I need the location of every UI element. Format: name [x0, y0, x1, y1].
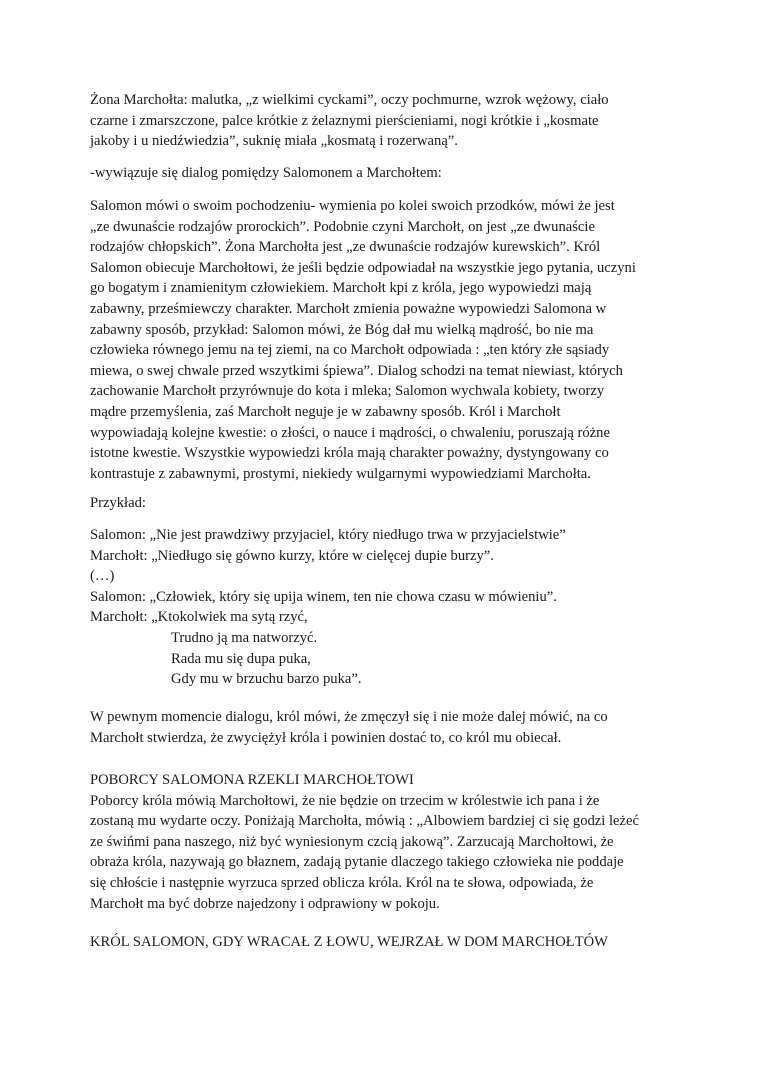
dialogue-example — [90, 525, 680, 690]
dialogue-line: (…) — [90, 568, 115, 585]
text-line: Salomon obiecuje Marchołtowi, że jeśli będzie odpowiadał na wszystkie jego pytania, uczyni — [90, 259, 636, 276]
text-line: się chłoście i następnie wyrzuca sprzed oblicza króla. Król na te słowa, odpowiada, że — [90, 874, 594, 891]
text-line: Marchołt stwierdza, że zwyciężył króla i powinien dostać to, co król mu obiecał. — [90, 729, 562, 746]
dialogue-line: Salomon: „Nie jest prawdziwy przyjaciel, który niedługo trwa w przyjacielstwie” — [90, 527, 566, 543]
text-line: czarne i zmarszczone, palce krótkie z żelaznymi pierścieniami, nogi krótkie i „kosmate — [90, 112, 599, 129]
paragraph-wife-description — [90, 90, 680, 152]
text-line: wypowiadają kolejne kwestie: o złości, o nauce i mądrości, o chwaleniu, poruszają różne — [90, 424, 610, 441]
text-line: człowieka równego jemu na tej ziemi, na co Marchołt odpowiada : „ten który złe sąsiady — [90, 342, 610, 359]
text-line: „ze dwunaście rodzajów prorockich”. Podobnie czyni Marchołt, on jest „ze dwunaście — [90, 218, 595, 235]
text-line: Przykład: — [90, 495, 146, 511]
text-line: kontrastuje z zabawnymi, prostymi, niekiedy wulgarnymi wypowiedziami Marchołta. — [90, 465, 591, 482]
text-line: -wywiązuje się dialog pomiędzy Salomonem a Marchołtem: — [90, 165, 442, 181]
text-line: Marchołt ma być dobrze najedzony i odprawiony w pokoju. — [90, 895, 440, 912]
text-line: Żona Marchołta: malutka, „z wielkimi cyckami”, oczy pochmurne, wzrok wężowy, ciało — [90, 92, 609, 108]
dialogue-line: Marchołt: „Ktokolwiek ma sytą rzyć, — [90, 609, 308, 626]
text-line: Salomon mówi o swoim pochodzeniu- wymienia po kolei swoich przodków, mówi że jest — [90, 198, 615, 214]
section-heading: POBORCY SALOMONA RZEKLI MARCHOŁTOWI — [90, 772, 414, 788]
paragraph-dialogue-summary — [90, 196, 680, 484]
text-line: zachowanie Marchołt przyrównuje do kota i mleka; Salomon wychwala kobiety, tworzy — [90, 383, 605, 400]
dialogue-line: Salomon: „Człowiek, który się upija winem, ten nie chowa czasu w mówieniu”. — [90, 588, 557, 605]
paragraph-example-label — [90, 493, 680, 514]
section-king-returning — [90, 932, 680, 953]
text-line: W pewnym momencie dialogu, król mówi, że zmęczył się i nie może dalej mówić, na co — [90, 709, 608, 725]
verse-line: Trudno ją ma natworzyć. — [171, 629, 318, 646]
text-line: istotne kwestie. Wszystkie wypowiedzi króla mają charakter poważny, dystyngowany co — [90, 445, 609, 462]
section-tax-collectors — [90, 770, 680, 914]
paragraph-king-tired — [90, 707, 680, 748]
text-line: obraża króla, nazywają go błaznem, zadają pytanie dlaczego takiego człowieka nie poddaje — [90, 854, 624, 871]
paragraph-dialogue-intro — [90, 163, 680, 184]
text-line: zabawny sposób, przykład: Salomon mówi, że Bóg dał mu wielką mądrość, bo nie ma — [90, 321, 594, 338]
text-line: ze świńmi pana naszego, niż być wyniesionym czcią jakową”. Zarzucają Marchołtowi, że — [90, 833, 614, 850]
dialogue-line: Marchołt: „Niedługo się gówno kurzy, które w cielęcej dupie burzy”. — [90, 547, 494, 564]
verse-line: Gdy mu w brzuchu barzo puka”. — [171, 671, 362, 688]
text-line: go bogatym i znamienitym człowiekiem. Marchołt kpi z króla, jego wypowiedzi mają — [90, 280, 592, 297]
text-line: rodzajów chłopskich”. Żona Marchołta jest „ze dwunaście rodzajów kurewskich”. Król — [90, 239, 601, 256]
text-line: jakoby i u niedźwiedzia”, suknię miała „kosmatą i rozerwaną”. — [90, 133, 458, 150]
text-line: miewa, o swej chwale przed wszytkimi śpiewa”. Dialog schodzi na temat niewiast, których — [90, 362, 623, 379]
text-line: mądre przemyślenia, zaś Marchołt neguje je w zabawny sposób. Król i Marchołt — [90, 403, 561, 420]
section-heading: KRÓL SALOMON, GDY WRACAŁ Z ŁOWU, WEJRZAŁ W DOM MARCHOŁTÓW — [90, 934, 608, 950]
verse-line: Rada mu się dupa puka, — [171, 650, 311, 667]
text-line: Poborcy króla mówią Marchołtowi, że nie będzie on trzecim w królestwie ich pana i że — [90, 792, 600, 809]
text-line: zabawny, prześmiewczy charakter. Marchołt zmienia poważne wypowiedzi Salomona w — [90, 300, 607, 317]
text-line: zostaną mu wydarte oczy. Poniżają Marchołta, mówią : „Albowiem bardziej ci się godzi leżeć — [90, 813, 639, 830]
